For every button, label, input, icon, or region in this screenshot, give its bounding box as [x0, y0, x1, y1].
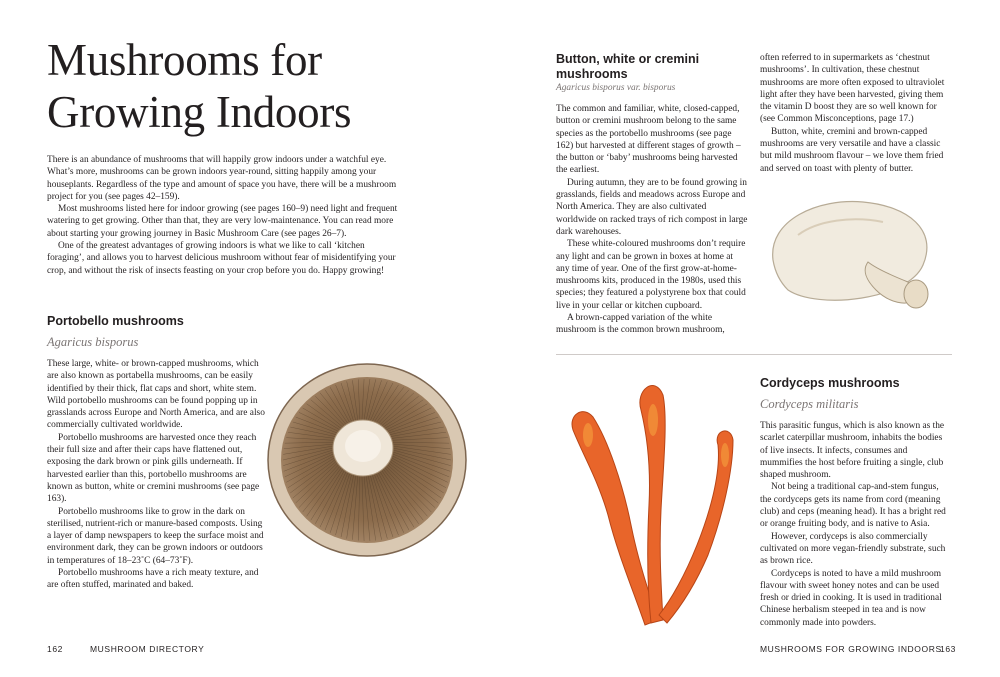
- portobello-paragraph: Portobello mushrooms are harvested once they reach their full size and after their caps have flattened out, exposing the dark brown or pink gills underneath. If harvested earlier than this, portobello mushrooms are known as button, white or cremini mushrooms (see page 163).: [47, 432, 260, 505]
- page-number: 163: [940, 644, 956, 654]
- cordyceps-paragraph: However, cordyceps is also commercially cultivated on more vegan-friendly substrate, such as brown rice.: [760, 531, 946, 567]
- button-paragraph: The common and familiar, white, closed-capped, button or cremini mushroom belong to the same species as the portobello mushrooms (see page 162) but harvested at different stages of growth – the button or ‘baby’ mushrooms being harvested the earliest.: [556, 104, 741, 176]
- page-number: 162: [47, 644, 63, 654]
- cordyceps-illustration: [563, 375, 753, 635]
- intro-text: [47, 154, 404, 277]
- button-paragraph: Button, white, cremini and brown-capped mushrooms are very versatile and have a classic but mild mushroom flavour – we love them fried and served on toast with plenty of butter.: [760, 126, 944, 174]
- page-title: Mushrooms for Growing Indoors: [47, 35, 352, 137]
- button-column-2: [760, 52, 952, 175]
- button-paragraph: A brown-capped variation of the white mushroom is the common brown mushroom,: [556, 313, 725, 336]
- portobello-paragraph: Portobello mushrooms like to grow in the dark on sterilised, nutrient-rich or manure-based composts. Using a layer of damp newspapers to keep the surface moist and environment dark, they can be grown indoors or outdoors in temperatures of 18–23˚C (64–73˚F).: [47, 506, 264, 566]
- running-head: MUSHROOMS FOR GROWING INDOORS: [760, 644, 942, 654]
- portobello-paragraph: Portobello mushrooms have a rich meaty texture, and are often stuffed, marinated and baked.: [47, 568, 259, 591]
- intro-paragraph: One of the greatest advantages of growing indoors is what we like to call ‘kitchen foraging’, and allows you to harvest delicious mushroom without fear of misidentifying your crop, and without the risk of insects feasting on your crop before you do. Happy growing!: [47, 241, 396, 276]
- cordyceps-section: [760, 376, 952, 629]
- cordyceps-heading: Cordyceps mushrooms: [760, 376, 900, 390]
- section-divider: [556, 354, 952, 355]
- button-paragraph: During autumn, they are to be found growing in grasslands, fields and meadows across Europe and North America. They are also cultivated worldwide on racked trays of rich compost in large dark warehouses.: [556, 177, 748, 237]
- right-page: [500, 0, 1000, 677]
- intro-paragraph: Most mushrooms listed here for indoor growing (see pages 160–9) need light and frequent watering to get growing. Other than that, they are very low-maintenance. You can read more about starting your growing journey in Basic Mushroom Care (see pages 26–7).: [47, 204, 398, 239]
- running-head: MUSHROOM DIRECTORY: [90, 644, 205, 654]
- portobello-illustration: [265, 360, 470, 560]
- button-latin-name: Agaricus bisporus var. bisporus: [556, 83, 676, 93]
- portobello-paragraph: These large, white- or brown-capped mushrooms, which are also known as portabella mushrooms, can be easily identified by their thick, flat caps and short, white stem. Wild portobello mushrooms can be found popping up in grasslands across Europe and North America, and are also commercially cultivated worldwide.: [47, 359, 265, 431]
- button-paragraph: These white-coloured mushrooms don’t require any light and can be grown in boxes at home at any time of year. One of the first grow-at-home-mushrooms kits, produced in the 1980s, used this species; they featured a polystyrene box that could live in your cellar or kitchen cupboard.: [556, 239, 746, 311]
- portobello-section: [47, 314, 267, 592]
- cordyceps-paragraph: Cordyceps is noted to have a mild mushroom flavour with sweet honey notes and can be used fresh or dried in cooking. It is used in traditional Chinese herbalism steeped in tea and is now commonly made into powders.: [760, 568, 942, 628]
- cordyceps-latin-name: Cordyceps militaris: [760, 397, 859, 411]
- cordyceps-paragraph: Not being a traditional cap-and-stem fungus, the cordyceps gets its name from cord (meaning club) and ceps (meaning head). It has a bright red or orange fruiting body, and is native to Asia.: [760, 482, 946, 530]
- cordyceps-paragraph: This parasitic fungus, which is also known as the scarlet caterpillar mushroom, inhabits the bodies of live insects. It infects, consumes and mummifies the host before fruiting a single, club shaped mushroom.: [760, 421, 945, 481]
- button-mushroom-illustration: [758, 190, 958, 340]
- portobello-latin-name: Agaricus bisporus: [47, 335, 139, 349]
- portobello-heading: Portobello mushrooms: [47, 314, 184, 328]
- button-column-1: [556, 103, 748, 337]
- button-heading: Button, white or cremini mushrooms: [556, 52, 700, 81]
- button-paragraph: often referred to in supermarkets as ‘chestnut mushrooms’. In cultivation, these chestnut mushrooms are more often exposed to ultraviolet light after they have been harvested, giving them the vitamin D boost they are so well known for (see Common Misconceptions, page 17.): [760, 53, 945, 125]
- intro-paragraph: There is an abundance of mushrooms that will happily grow indoors under a watchful eye. What’s more, mushrooms can be grown indoors year-round, sitting happily among your houseplants. Regardless of the type and amount of space you have, there will be a mushroom project for you (see pages 42–159).: [47, 155, 397, 202]
